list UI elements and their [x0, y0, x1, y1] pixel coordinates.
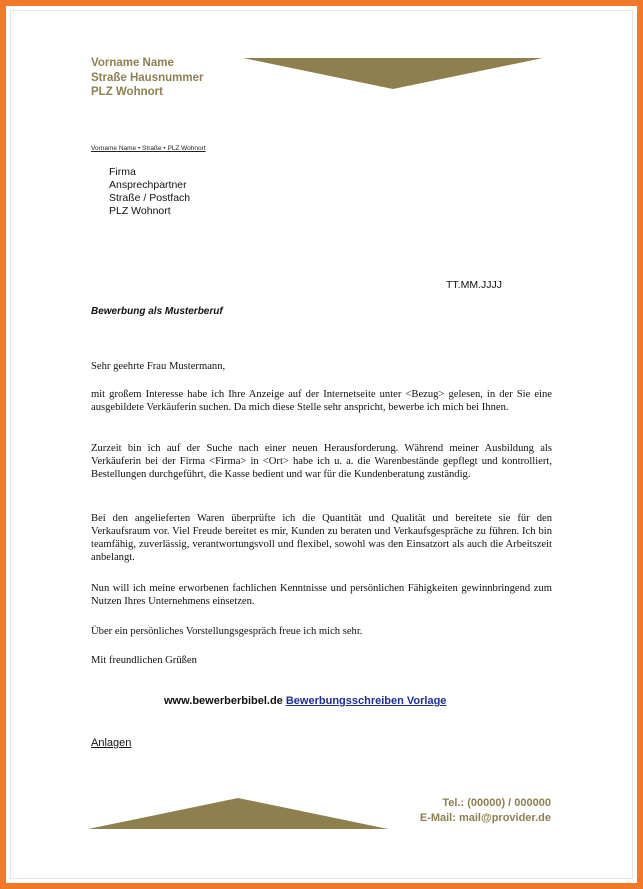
recipient-company: Firma	[109, 166, 136, 178]
paragraph: mit großem Interesse habe ich Ihre Anzeige auf der Internetseite unter <Bezug> gelesen, in der Sie eine ausgebildete Verkäuferin suchen. Da mich diese Stelle sehr anspricht, bewerbe ich mich bei Ihnen.	[91, 389, 552, 413]
email-address: E-Mail: mail@provider.de	[419, 812, 551, 824]
footer-wedge-decoration	[88, 798, 388, 830]
header-wedge-decoration	[243, 58, 543, 90]
attachments-label: Anlagen	[91, 737, 132, 749]
paragraph: Zurzeit bin ich auf der Suche nach einer neuen Herausforderung. Während meiner Ausbildung als Verkäuferin bei der Firma <Firma> in <Ort> habe ich u. a. die Warenbestände gepflegt und kontrolliert, Bestellungen durchgeführt, die Kasse bedient und war für die Kundenberatung zuständig.	[91, 443, 552, 480]
sender-return-line: Vorname Name • Straße • PLZ Wohnort	[91, 145, 206, 152]
site-name: www.bewerberbibel.de	[164, 695, 283, 707]
paragraph: Bei den angelieferten Waren überprüfte ich die Quantität und Qualität und bereitete sie für den Verkaufsraum vor. Viel Freude bereitet es mir, Kunden zu beraten und Verkaufsgespräche zu führen. Ich bin teamfähig, zuverlässig, verantwortungsvoll und flexibel, sowohl was den Einsatzort als auch die Arbeitszeit anbelangt.	[91, 513, 552, 563]
sender-address	[91, 56, 203, 100]
footer-link-line	[164, 695, 446, 707]
paragraph: Über ein persönliches Vorstellungsgespräch freue ich mich sehr.	[91, 626, 363, 637]
sender-street: Straße Hausnummer	[91, 71, 204, 84]
letter-date: TT.MM.JJJJ	[446, 279, 502, 291]
template-link[interactable]: Bewerbungsschreiben Vorlage	[285, 695, 447, 707]
contact-info	[420, 796, 551, 826]
closing: Mit freundlichen Grüßen	[91, 655, 197, 666]
sender-city: PLZ Wohnort	[91, 86, 163, 98]
letter-subject: Bewerbung als Musterberuf	[91, 306, 223, 317]
recipient-city: PLZ Wohnort	[109, 205, 171, 217]
recipient-street: Straße / Postfach	[109, 192, 191, 204]
recipient-contact: Ansprechpartner	[109, 179, 187, 191]
sender-name: Vorname Name	[91, 57, 174, 69]
phone-number: Tel.: (00000) / 000000	[442, 797, 551, 809]
greeting: Sehr geehrte Frau Mustermann,	[91, 361, 226, 372]
recipient-address	[109, 166, 190, 218]
paragraph: Nun will ich meine erworbenen fachlichen Kenntnisse und persönlichen Fähigkeiten gewinnbringend zum Nutzen Ihres Unternehmens einsetzen.	[91, 583, 552, 607]
